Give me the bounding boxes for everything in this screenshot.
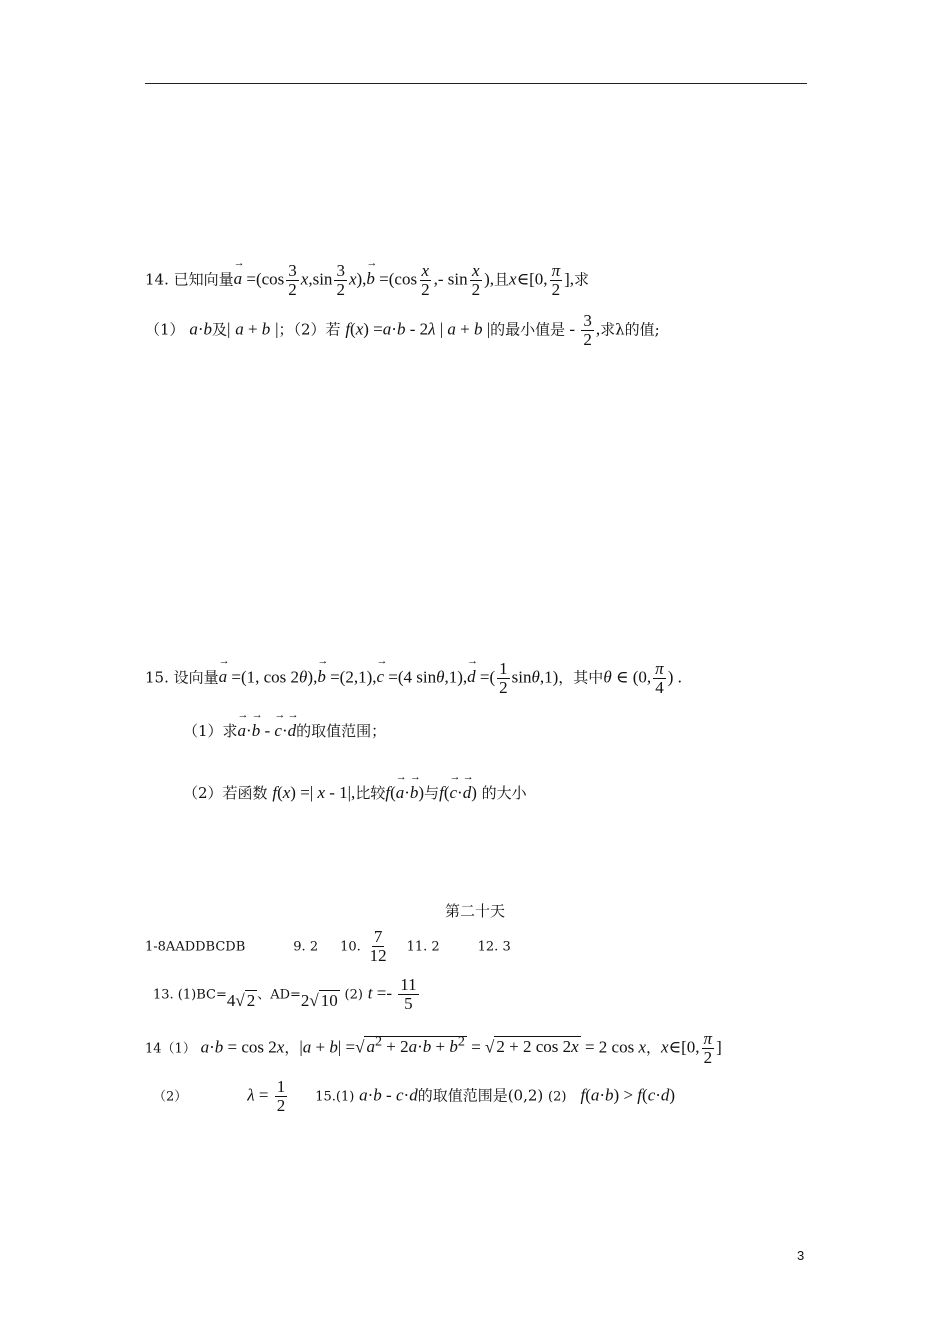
answers-line14-15: （2） λ = $\frac{1}{2}$ 15.(1) a·b - c·d的取值范围是(0,2) (2) f(a·b) > f(c·d) (153, 1077, 676, 1115)
header-rule (145, 83, 807, 84)
q15-part2: （2）若函数 f(x) =| x - 1|,比较f(→ a·→ b)与f(→ c·→ d) 的大小 (183, 782, 527, 803)
answers-line14: 14（1） a·b = cos 2x，|a + b| =√ $a^2 + 2a\cdot b + b^2$ = √ 2 + 2 cos 2x = 2 cos x，x∈[0, $\frac{\pi}{2}$ ] (145, 1029, 722, 1067)
q14-line1: 14. 已知向量→ a =(cos $\frac{3}{2}$ x,sin $\frac{3}{2}$ x),→ b =(cos $\frac{x}{2}$ ,- sin $\frac{x}{2}$ ),且x∈[0, $\frac{\pi}{2}$ ],求 (145, 262, 589, 299)
page-number: 3 (797, 1248, 805, 1263)
q15-part1: （1）求→ a·→ b - → c·→ d的取值范围； (183, 720, 386, 741)
answers-line13: 13. (1)BC=4√ 2 、AD=2√ 10 (2) t =- $\frac{11}{5}$ (153, 975, 417, 1013)
q15-line1: 15. 设向量→ a =(1, cos 2θ),→ b =(2,1),→ c =(4 sinθ,1),→ d =( $\frac{1}{2}$ sinθ,1)，其中θ ∈ (0, $\frac{\pi}{4}$ ) . (145, 660, 682, 697)
q14-line2: （1） a·b及| a + b |；（2）若 f(x) =a·b - 2λ | a + b |的最小值是 - $\frac{3}{2}$ ,求λ的值; (145, 311, 660, 349)
answers-line1: 1-8AADDBCDB 9. 2 10. $\frac{7}{12}$ 11. 2 12. 3 (145, 927, 511, 965)
answers-title: 第二十天 (444, 902, 505, 920)
